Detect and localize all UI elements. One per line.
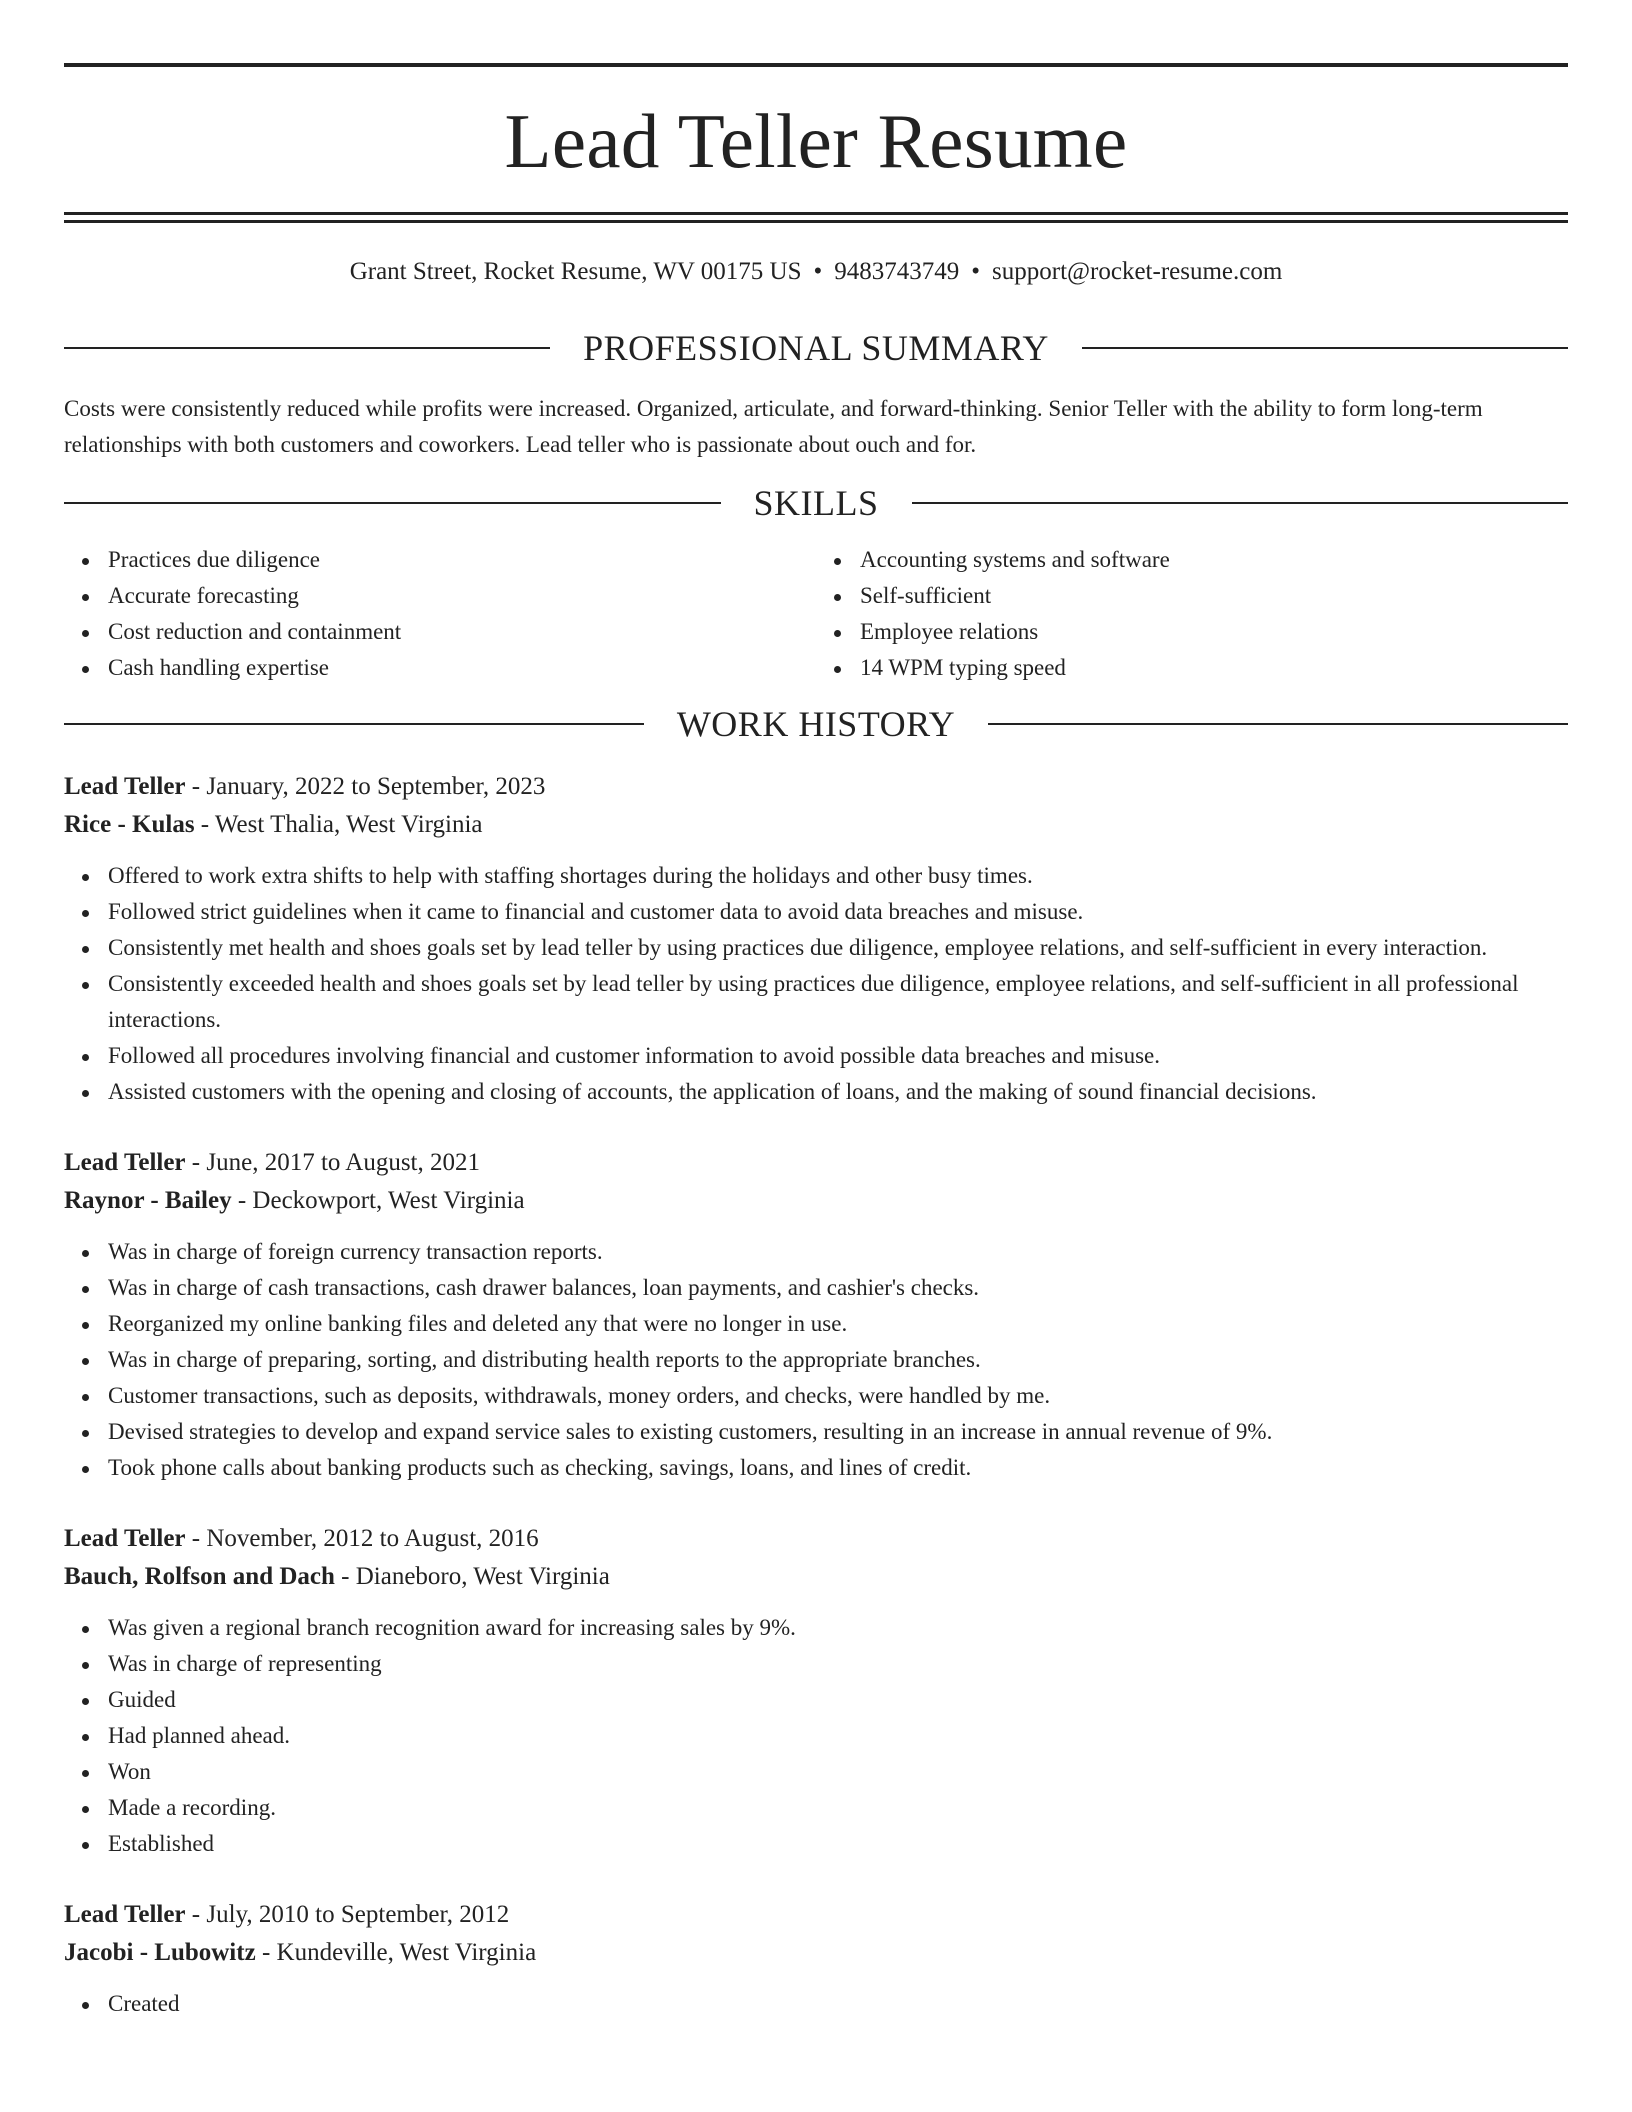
job-entry	[64, 768, 1568, 1110]
skill-item: Accounting systems and software	[860, 542, 1568, 578]
job-location: - Dianeboro, West Virginia	[334, 1563, 610, 1590]
skill-item: 14 WPM typing speed	[860, 650, 1568, 686]
heading-rule	[64, 502, 721, 504]
job-bullet: Made a recording.	[108, 1790, 1568, 1826]
skill-item: Practices due diligence	[108, 542, 816, 578]
job-title: Lead Teller	[64, 1149, 186, 1176]
summary-text: Costs were consistently reduced while profits were increased. Organized, articulate, and forward-thinking. Senior Teller with the ability to form long-term relationships with both customers and coworkers. Lead teller who is passionate about ouch and for.	[64, 396, 1483, 457]
job-title-line	[64, 768, 1568, 806]
job-location: - Kundeville, West Virginia	[255, 1939, 537, 1966]
job-bullet: Had planned ahead.	[108, 1718, 1568, 1754]
contact-address: Grant Street, Rocket Resume, WV 00175 US	[349, 258, 802, 285]
job-bullets	[64, 1234, 1568, 1486]
job-bullet: Was given a regional branch recognition award for increasing sales by 9%.	[108, 1610, 1568, 1646]
job-bullet: Guided	[108, 1682, 1568, 1718]
resume-title: Lead Teller Resume	[504, 98, 1128, 184]
job-dates: - November, 2012 to August, 2016	[185, 1525, 539, 1552]
job-company: Raynor - Bailey	[64, 1187, 232, 1214]
job-bullet: Created	[108, 1986, 1568, 2022]
skills-heading	[64, 483, 1568, 523]
skill-item: Cash handling expertise	[108, 650, 816, 686]
job-company: Bauch, Rolfson and Dach	[64, 1563, 335, 1590]
job-location: - Deckowport, West Virginia	[231, 1187, 525, 1214]
job-bullet: Established	[108, 1826, 1568, 1862]
job-entry	[64, 1896, 1568, 2022]
heading-rule	[912, 502, 1569, 504]
job-bullets	[64, 858, 1568, 1110]
skills-heading-label: SKILLS	[753, 483, 879, 523]
job-entry	[64, 1144, 1568, 1486]
skills-list	[64, 542, 1568, 686]
heading-rule	[64, 347, 550, 349]
skills-column-left	[64, 542, 816, 686]
summary-heading-label: PROFESSIONAL SUMMARY	[583, 328, 1049, 368]
job-dates: - July, 2010 to September, 2012	[185, 1901, 510, 1928]
contact-separator: •	[971, 258, 981, 285]
summary-heading	[64, 328, 1568, 368]
job-title: Lead Teller	[64, 1525, 186, 1552]
job-location: - West Thalia, West Virginia	[194, 811, 483, 838]
job-company-line	[64, 1558, 1568, 1596]
job-dates: - June, 2017 to August, 2021	[185, 1149, 480, 1176]
work-history-list	[64, 768, 1568, 2022]
skill-item: Self-sufficient	[860, 578, 1568, 614]
job-entry	[64, 1520, 1568, 1862]
job-bullet: Reorganized my online banking files and deleted any that were no longer in use.	[108, 1306, 1568, 1342]
job-title-line	[64, 1896, 1568, 1934]
job-bullet: Offered to work extra shifts to help with staffing shortages during the holidays and other busy times.	[108, 858, 1568, 894]
work-history-heading-label: WORK HISTORY	[676, 704, 956, 744]
job-company: Jacobi - Lubowitz	[64, 1939, 256, 1966]
skills-column-right	[816, 542, 1568, 686]
work-history-heading	[64, 704, 1568, 744]
heading-rule	[988, 723, 1568, 725]
heading-rule	[1082, 347, 1568, 349]
job-title-line	[64, 1144, 1568, 1182]
heading-rule	[64, 723, 644, 725]
job-bullet: Customer transactions, such as deposits, withdrawals, money orders, and checks, were handled by me.	[108, 1378, 1568, 1414]
contact-separator: •	[813, 258, 823, 285]
job-title-line	[64, 1520, 1568, 1558]
skill-item: Accurate forecasting	[108, 578, 816, 614]
job-company: Rice - Kulas	[64, 811, 195, 838]
contact-line	[64, 257, 1568, 287]
job-title: Lead Teller	[64, 773, 186, 800]
skill-item: Cost reduction and containment	[108, 614, 816, 650]
job-bullet: Took phone calls about banking products such as checking, savings, loans, and lines of credit.	[108, 1450, 1568, 1486]
job-bullet: Was in charge of representing	[108, 1646, 1568, 1682]
skill-item: Employee relations	[860, 614, 1568, 650]
job-bullet: Devised strategies to develop and expand service sales to existing customers, resulting in an increase in annual revenue of 9%.	[108, 1414, 1568, 1450]
job-bullets	[64, 1610, 1568, 1862]
job-bullet: Consistently exceeded health and shoes goals set by lead teller by using practices due diligence, employee relations, and self-sufficient in all professional interactions.	[108, 966, 1568, 1038]
job-dates: - January, 2022 to September, 2023	[185, 773, 546, 800]
job-bullet: Followed strict guidelines when it came to financial and customer data to avoid data breaches and misuse.	[108, 894, 1568, 930]
title-double-rule	[64, 212, 1568, 223]
resume-page	[64, 0, 1568, 2022]
job-bullet: Won	[108, 1754, 1568, 1790]
job-company-line	[64, 1182, 1568, 1220]
job-bullet: Assisted customers with the opening and closing of accounts, the application of loans, and the making of sound financial decisions.	[108, 1074, 1568, 1110]
job-bullet: Was in charge of foreign currency transaction reports.	[108, 1234, 1568, 1270]
job-bullet: Consistently met health and shoes goals set by lead teller by using practices due diligence, employee relations, and self-sufficient in every interaction.	[108, 930, 1568, 966]
job-bullet: Was in charge of cash transactions, cash drawer balances, loan payments, and cashier's checks.	[108, 1270, 1568, 1306]
contact-email: support@rocket-resume.com	[992, 258, 1283, 285]
top-rule	[64, 63, 1568, 67]
job-company-line	[64, 1934, 1568, 1972]
job-company-line	[64, 806, 1568, 844]
contact-phone: 9483743749	[834, 258, 960, 285]
job-title: Lead Teller	[64, 1901, 186, 1928]
job-bullet: Followed all procedures involving financial and customer information to avoid possible data breaches and misuse.	[108, 1038, 1568, 1074]
job-bullet: Was in charge of preparing, sorting, and distributing health reports to the appropriate branches.	[108, 1342, 1568, 1378]
job-bullets	[64, 1986, 1568, 2022]
